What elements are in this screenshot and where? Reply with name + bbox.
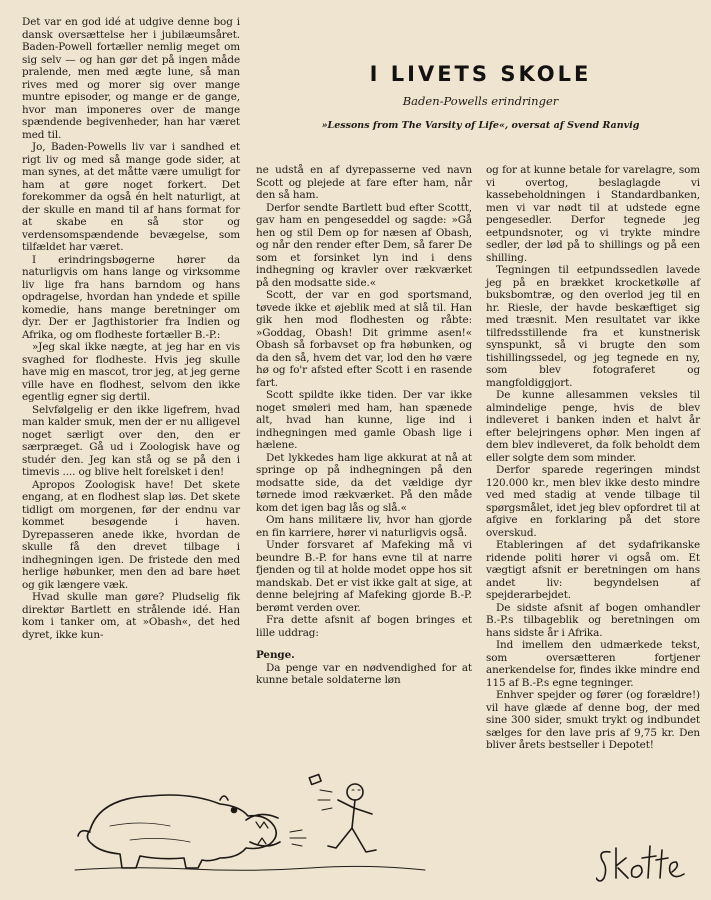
paragraph: I erindringsbøgerne hører da naturligvis om hans lange og virksomme liv lige fra hans barndom og hans opdragelse, hvordan han yndede et spille komedie, hans mange beretninger om dyr. Der er Jagthistorier fra Indien og Afrika, og om flodheste fortæller B.-P.: bbox=[22, 253, 240, 341]
quote-paragraph: Selvfølgelig er den ikke ligefrem, hvad man kalder smuk, men der er nu alligevel noget særligt over den, den er særpræget. Gå ud i Zoologisk have og studér den. Jeg kan stå og se på den i timevis .... og blive helt forelsket i den! bbox=[22, 403, 240, 478]
paragraph: Under forsvaret af Mafeking må vi beundre B.-P. for hans evne til at narre fjenden og til at holde modet oppe hos sit mandskab. Det er vist ikke galt at sige, at denne belejring af Mafeking gjorde B.-P. berømt verden over. bbox=[256, 539, 472, 614]
paragraph: Derfor sendte Bartlett bud efter Scottt, gav ham en pengeseddel og sagde: »Gå hen og stil Dem op for næsen af Obash, og når den render efter Dem, så farer De som et forsinket lyn ind i dens indhegning og kravler over rækværket på den modsatte side.« bbox=[256, 201, 472, 289]
paragraph: De kunne allesammen veksles til almindelige penge, hvis de blev indleveret i banken inden et halvt år efter belejringens ophør. Men ingen af dem blev indleveret, da folk beholdt dem eller solgte dem som minder. bbox=[486, 389, 700, 464]
article-subtitle: Baden-Powells erindringer bbox=[402, 94, 559, 108]
paragraph: De sidste afsnit af bogen omhandler B.-P.s tilbageblik og beretningen om hans sidste år i Afrika. bbox=[486, 601, 700, 639]
paragraph: Tegningen til eetpundssedlen lavede jeg på en brækket krocketkølle af buksbomtræ, og den overlod jeg til en hr. Riesle, der havde beskæftiget sig med træsnit. Men resultatet var ikke tilfredsstillende fra et kunstnerisk synspunkt, så vi brugte den som tishillingssedel, og jeg tegnede en ny, som blev fotograferet og mangfoldiggjort. bbox=[486, 264, 700, 389]
paragraph: Enhver spejder og fører (og forældre!) vil have glæde af denne bog, der med sine 300 sider, smukt trykt og indbundet sælges for den lave pris af 9,75 kr. Den bliver årets bestseller i Depotet! bbox=[486, 689, 700, 751]
translation-credit: »Lessons from The Varsity of Life«, oversat af Svend Ranvig bbox=[321, 120, 640, 131]
paragraph: Fra dette afsnit af bogen bringes et lille uddrag: bbox=[256, 614, 472, 639]
quote-paragraph: Hvad skulle man gøre? Pludselig fik direktør Bartlett en strålende idé. Han kom i tanker om, at »Obash«, det hed dyret, ikke kun- bbox=[22, 591, 240, 641]
paragraph: Ind imellem den udmærkede tekst, som oversætteren fortjener anerkendelse for, findes ikke mindre end 115 af B.-P.s egne tegninger. bbox=[486, 639, 700, 689]
paragraph: Derfor sparede regeringen mindst 120.000 kr., men blev ikke desto mindre ved med stadig at vende tilbage til spørgsmålet, idet jeg blev opfordret til at afgive en forklaring på det store overskud. bbox=[486, 464, 700, 539]
article-header bbox=[258, 62, 703, 131]
paragraph: Da penge var en nødvendighed for at kunne betale soldaterne løn bbox=[256, 661, 472, 686]
paragraph: ne udstå en af dyrepasserne ved navn Scott og plejede at fare efter ham, når den så ham. bbox=[256, 164, 472, 201]
paragraph: og for at kunne betale for varelagre, som vi overtog, beslaglagde vi kassebeholdningen i Standardbanken, men vi var nødt til at udstede egne pengesedler. Derfor tegnede jeg eetpundsnoter, og vi trykte mindre sedler, der lød på to shillings og på een shilling. bbox=[486, 164, 700, 264]
quote-paragraph: »Jeg skal ikke nægte, at jeg har en vis svaghed for flodheste. Hvis jeg skulle have mig en mascot, tror jeg, at jeg gerne ville have en flodhest, selvom den ikke egentlig egner sig dertil. bbox=[22, 341, 240, 403]
column-2 bbox=[256, 164, 472, 687]
column-3 bbox=[486, 164, 700, 752]
paragraph: Det lykkedes ham lige akkurat at nå at springe op på indhegningen på den modsatte side, da det vældige dyr tørnede imod rækværket. På den måde kom det igen bag lås og slå.« bbox=[256, 451, 472, 514]
section-subheading: Penge. bbox=[256, 649, 295, 661]
column-1 bbox=[22, 16, 240, 641]
quote-paragraph: Apropos Zoologisk have! Det skete engang, at en flodhest slap løs. Det skete tidligt om morgenen, før der endnu var kommet besøgende i haven. Dyrepasseren anede ikke, hvordan de skulle få den drevet tilbage i indhegningen igen. De fristede den med herlige høbunker, men den ad bare høet og gik længere væk. bbox=[22, 478, 240, 591]
hippo-chase-illustration bbox=[70, 770, 430, 880]
artist-signature bbox=[596, 838, 686, 888]
paragraph: Jo, Baden-Powells liv var i sandhed et rigt liv og med så mange gode sider, at man synes, at det måtte være umuligt for ham at gøre noget forkert. Det forekommer da også én helt naturligt, at der skulle en mand til af hans format for at skabe en så stor og verdensomspændende bevægelse, som tilfældet har været. bbox=[22, 141, 240, 253]
paragraph: Etableringen af det sydafrikanske ridende politi hører vi også om. Et vægtigt afsnit er beretningen om hans andet liv: begyndelsen af spejderarbejdet. bbox=[486, 539, 700, 601]
paragraph: Scott, der var en god sportsmand, tøvede ikke et øjeblik med at slå til. Han gik hen mod flodhesten og råbte: »Goddag, Obash! Dit grimme asen!« Obash så forbavset op fra høbunken, og da den så, hvem det var, lod den hø være hø og fo'r afsted efter Scott i en rasende fart. bbox=[256, 289, 472, 389]
article-title: I LIVETS SKOLE bbox=[369, 62, 592, 86]
paragraph: Scott spildte ikke tiden. Der var ikke noget smøleri med ham, han spænede alt, hvad han kunne, lige ind i indhegningen med gamle Obash lige i hælene. bbox=[256, 389, 472, 451]
paragraph: Om hans militære liv, hvor han gjorde en fin karriere, hører vi naturligvis også. bbox=[256, 514, 472, 539]
paragraph: Det var en god idé at udgive denne bog i dansk oversættelse her i jubilæumsåret. Baden-Powell fortæller nemlig meget om sig selv — og han gør det på ingen måde pralende, men med ægte lune, så man rives med og morer sig over mange muntre episoder, og mange er de gange, hvor man imponeres over de mange spændende begivenheder, han har været med til. bbox=[22, 16, 240, 141]
